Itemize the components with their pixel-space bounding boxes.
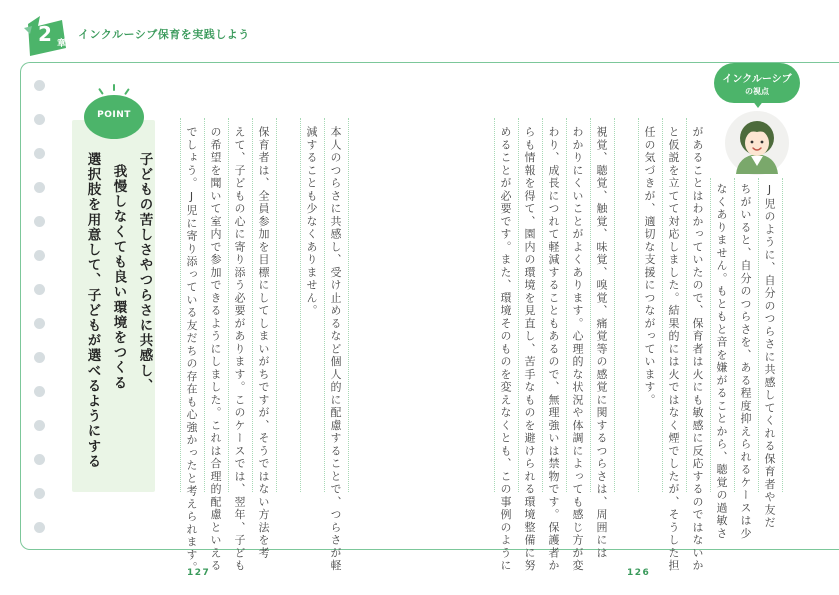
ruled-line <box>252 118 253 492</box>
point-line-1: 子どもの苦しさやつらさに共感し、 <box>136 152 153 394</box>
teacher-avatar-icon <box>724 110 790 176</box>
notebook-ring-icon <box>34 352 45 363</box>
left-column-1: 本人のつらさに共感し、受け止めるなど個人的に配慮することで、つらさが軽 <box>329 126 342 573</box>
notebook-ring-icon <box>34 420 45 431</box>
ruled-line <box>614 118 615 492</box>
point-ray-icon <box>113 84 115 91</box>
notebook-ring-icon <box>34 284 45 295</box>
ruled-line <box>686 118 687 492</box>
chapter-title: インクルーシブ保育を実践しよう <box>78 28 250 41</box>
left-column-5: の希望を聞いて室内で参加できるようにしました。これは合理的配慮といえる <box>209 126 222 573</box>
notebook-ring-icon <box>34 522 45 533</box>
right-column-2: ちがいると、自分のつらさを、ある程度抑えられるケースは少 <box>739 183 752 540</box>
right-column-11: めることが必要です。また、環境そのものを変えなくとも、この事例のように <box>499 126 512 573</box>
ruled-line <box>518 118 519 492</box>
viewpoint-subtitle: の視点 <box>745 87 769 96</box>
ruled-line <box>494 118 495 492</box>
point-line-3: 選択肢を用意して、子どもが選べるようにする <box>84 152 101 470</box>
ruled-line <box>638 118 639 492</box>
right-column-10: らも情報を得て、園内の環境を見直し、苦手なものを避けられる環境整備に努 <box>523 126 536 573</box>
right-column-8: わかりにくいことがよくあります。心理的な状況や体調によっても感じ方が変 <box>571 126 584 573</box>
left-column-3: 保育者は、全員参加を目標にしてしまいがちですが、そうではない方法を考 <box>257 126 270 560</box>
page-number-right: 126 <box>627 568 651 578</box>
point-label: POINT <box>97 110 131 120</box>
viewpoint-title: インクルーシブ <box>722 74 792 85</box>
notebook-ring-icon <box>34 386 45 397</box>
notebook-ring-icon <box>34 148 45 159</box>
right-column-6: 任の気づきが、適切な支援につながっています。 <box>643 126 656 407</box>
left-column-6: でしょう。J児に寄り添っている友だちの存在も心強かったと考えられます。 <box>185 126 198 575</box>
right-column-3: なくありません。もともと音を嫌がることから、聴覚の過敏さ <box>715 183 728 540</box>
ruled-line <box>228 118 229 492</box>
chapter-kanji: 章 <box>57 39 67 49</box>
page-number-left: 127 <box>187 568 211 578</box>
right-column-9: わり、成長につれて軽減することもあるので、無理強いは禁物です。保護者か <box>547 126 560 573</box>
notebook-ring-icon <box>34 454 45 465</box>
ruled-line <box>324 118 325 492</box>
notebook-ring-icon <box>34 80 45 91</box>
ruled-line <box>348 118 349 492</box>
notebook-ring-icon <box>34 488 45 499</box>
ruled-line <box>204 118 205 492</box>
right-column-5: と仮説を立てて対応しました。結果的には火ではなく煙でしたが、そうした担 <box>667 126 680 573</box>
ruled-line <box>542 118 543 492</box>
notebook-ring-icon <box>34 250 45 261</box>
right-column-7: 視覚、聴覚、触覚、味覚、嗅覚、痛覚等の感覚に関するつらさは、周囲には <box>595 126 608 560</box>
ruled-line <box>734 178 735 492</box>
chapter-number: 2 <box>38 22 52 46</box>
ruled-line <box>566 118 567 492</box>
notebook-ring-icon <box>34 182 45 193</box>
right-column-1: J児のように、自分のつらさに共感してくれる保育者や友だ <box>763 183 776 530</box>
notebook-ring-icon <box>34 216 45 227</box>
ruled-line <box>180 118 181 492</box>
left-column-2: 減することも少なくありません。 <box>305 126 318 318</box>
ruled-line <box>300 118 301 492</box>
ruled-line <box>662 118 663 492</box>
ruled-line <box>758 178 759 492</box>
right-column-4: があることはわかっていたので、保育者は火にも敏感に反応するのではないか <box>691 126 704 573</box>
notebook-ring-icon <box>34 114 45 125</box>
point-line-2: 我慢しなくても良い環境をつくる <box>110 164 127 391</box>
ruled-line <box>782 178 783 492</box>
ruled-line <box>710 178 711 492</box>
left-column-4: えて、子どもの心に寄り添う必要があります。このケースでは、翌年、子ども <box>233 126 246 573</box>
notebook-ring-icon <box>34 318 45 329</box>
ruled-line <box>590 118 591 492</box>
ruled-line <box>276 118 277 492</box>
viewpoint-bubble-tail <box>752 100 764 108</box>
